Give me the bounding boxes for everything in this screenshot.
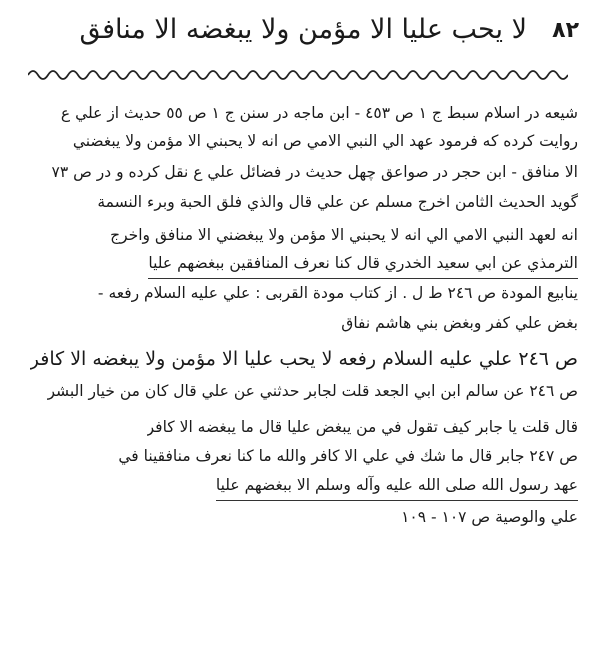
manuscript-body xyxy=(14,92,586,662)
page-number: ٨٢ xyxy=(552,18,579,43)
text-line: گويد الحديث الثامن اخرج مسلم عن علي قال والذي فلق الحبة وبرء النسمة xyxy=(97,193,578,211)
text-line: الا منافق - ابن حجر در صواعق چهل حديث در فضائل علي ع نقل كرده و در ص ٧٣ xyxy=(51,163,578,181)
text-line: الترمذي عن ابي سعيد الخدري قال كنا نعرف المنافقين ببغضهم عليا xyxy=(148,248,578,279)
page-header xyxy=(30,4,585,60)
page-title: لا يحب عليا الا مؤمن ولا يبغضه الا منافق xyxy=(79,14,527,45)
text-line: ص ٢٤٦ عن سالم ابن ابي الجعد قلت لجابر حدثني عن علي قال كان من خيار البشر xyxy=(47,382,578,400)
text-line: ص ٢٤٦ علي عليه السلام رفعه لا يحب عليا الا مؤمن ولا يبغضه الا كافر xyxy=(29,348,578,370)
text-line: بغض علي كفر وبغض بني هاشم نفاق xyxy=(341,314,578,332)
text-line: روايت كرده كه فرمود عهد الي النبي الامي ص انه لا يحبني الا مؤمن ولا يبغضني xyxy=(72,132,578,150)
text-line: ينابيع المودة ص ٢٤٦ ط ل . از كتاب مودة القربى : علي عليه السلام رفعه - xyxy=(97,284,578,302)
wavy-divider xyxy=(28,64,568,86)
text-line: انه لعهد النبي الامي الي انه لا يحبني الا مؤمن ولا يبغضني الا منافق واخرج xyxy=(110,226,578,244)
text-line: عهد رسول الله صلى الله عليه وآله وسلم الا ببغضهم عليا xyxy=(216,470,578,501)
text-line: علي والوصية ص ١٠٧ - ١٠٩ xyxy=(401,508,578,526)
text-line: شيعه در اسلام سبط ج ١ ص ٤٥٣ - ابن ماجه در سنن ج ١ ص ٥٥ حديث از علي ع xyxy=(60,104,578,122)
text-line: ص ٢٤٧ جابر قال ما شك في علي الا كافر والله ما كنا نعرف منافقينا في xyxy=(118,447,578,465)
text-line: قال قلت يا جابر كيف تقول في من يبغض عليا قال ما يبغضه الا كافر xyxy=(146,418,578,436)
